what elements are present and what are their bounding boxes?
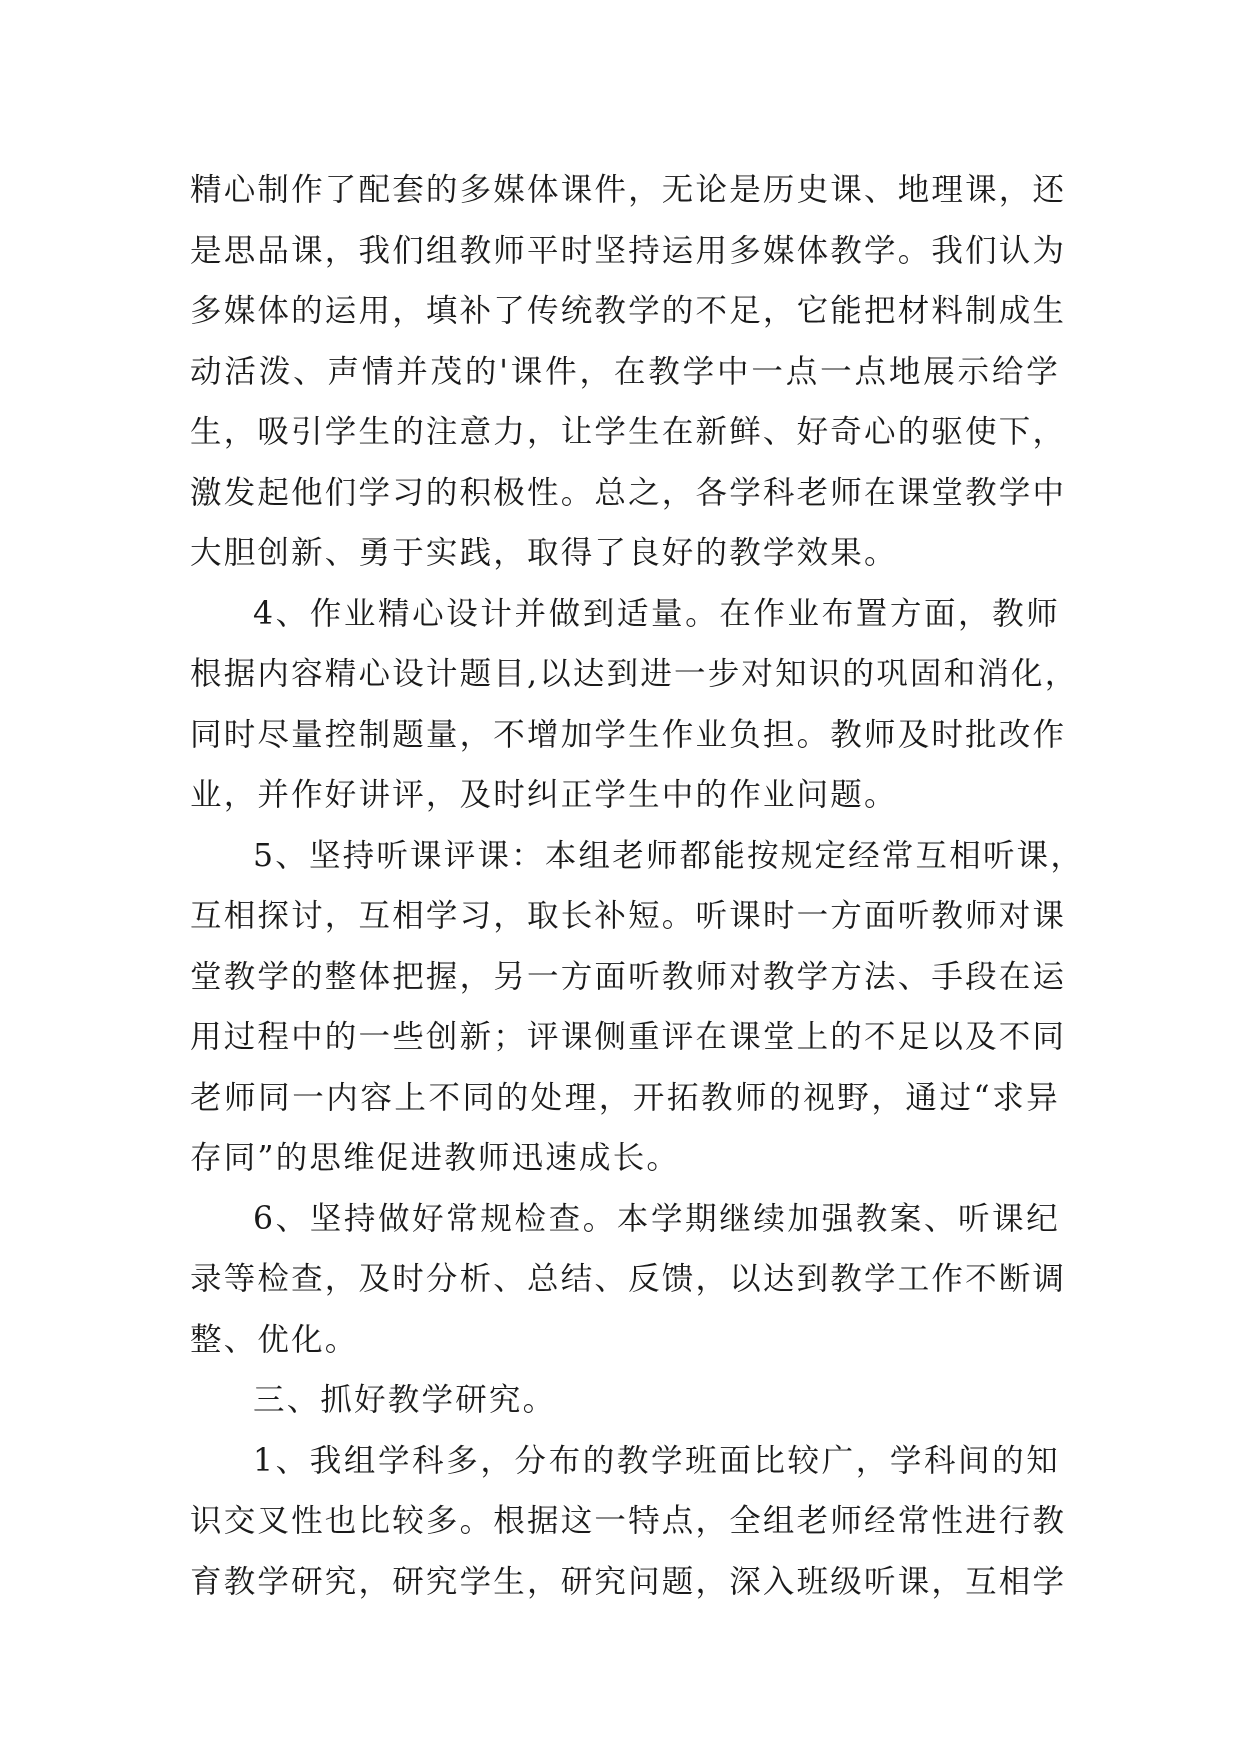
text-line: 5、坚持听课评课：本组老师都能按规定经常互相听课， xyxy=(253,837,1085,874)
text-line: 大胆创新、勇于实践，取得了良好的教学效果。 xyxy=(190,535,898,571)
text-line: 三、抓好教学研究。 xyxy=(253,1382,557,1418)
text-line: 根据内容精心设计题目,以达到进一步对知识的巩固和消化， xyxy=(190,656,1079,692)
text-line: 录等检查，及时分析、总结、反馈，以达到教学工作不断调 xyxy=(190,1261,1067,1297)
text-line: 多媒体的运用，填补了传统教学的不足，它能把材料制成生 xyxy=(190,293,1067,329)
text-line: 互相探讨，互相学习，取长补短。听课时一方面听教师对课 xyxy=(190,898,1067,934)
text-line: 用过程中的一些创新；评课侧重评在课堂上的不足以及不同 xyxy=(190,1019,1067,1055)
text-line: 识交叉性也比较多。根据这一特点，全组老师经常性进行教 xyxy=(190,1503,1067,1539)
text-line: 老师同一内容上不同的处理，开拓教师的视野，通过“求异 xyxy=(190,1079,1060,1116)
text-line: 4、作业精心设计并做到适量。在作业布置方面，教师 xyxy=(253,595,1060,632)
text-line: 是思品课，我们组教师平时坚持运用多媒体教学。我们认为 xyxy=(190,232,1067,269)
text-line: 精心制作了配套的多媒体课件，无论是历史课、地理课，还 xyxy=(190,172,1067,208)
text-line: 堂教学的整体把握，另一方面听教师对教学方法、手段在运 xyxy=(190,958,1067,995)
text-line: 生，吸引学生的注意力，让学生在新鲜、好奇心的驱使下， xyxy=(190,414,1067,450)
text-line: 同时尽量控制题量，不增加学生作业负担。教师及时批改作 xyxy=(190,716,1067,753)
text-line: 育教学研究，研究学生，研究问题，深入班级听课，互相学 xyxy=(190,1563,1067,1600)
text-line: 存同”的思维促进教师迅速成长。 xyxy=(190,1140,681,1176)
text-line: 整、优化。 xyxy=(190,1321,359,1358)
text-line: 1、我组学科多，分布的教学班面比较广，学科间的知 xyxy=(253,1442,1060,1479)
text-line: 业，并作好讲评，及时纠正学生中的作业问题。 xyxy=(190,777,898,813)
document-body xyxy=(190,160,1085,1612)
text-line: 激发起他们学习的积极性。总之，各学科老师在课堂教学中 xyxy=(190,474,1067,511)
text-line: 动活泼、声情并茂的'课件，在教学中一点一点地展示给学 xyxy=(190,353,1060,390)
text-line: 6、坚持做好常规检查。本学期继续加强教案、听课纪 xyxy=(253,1200,1060,1237)
